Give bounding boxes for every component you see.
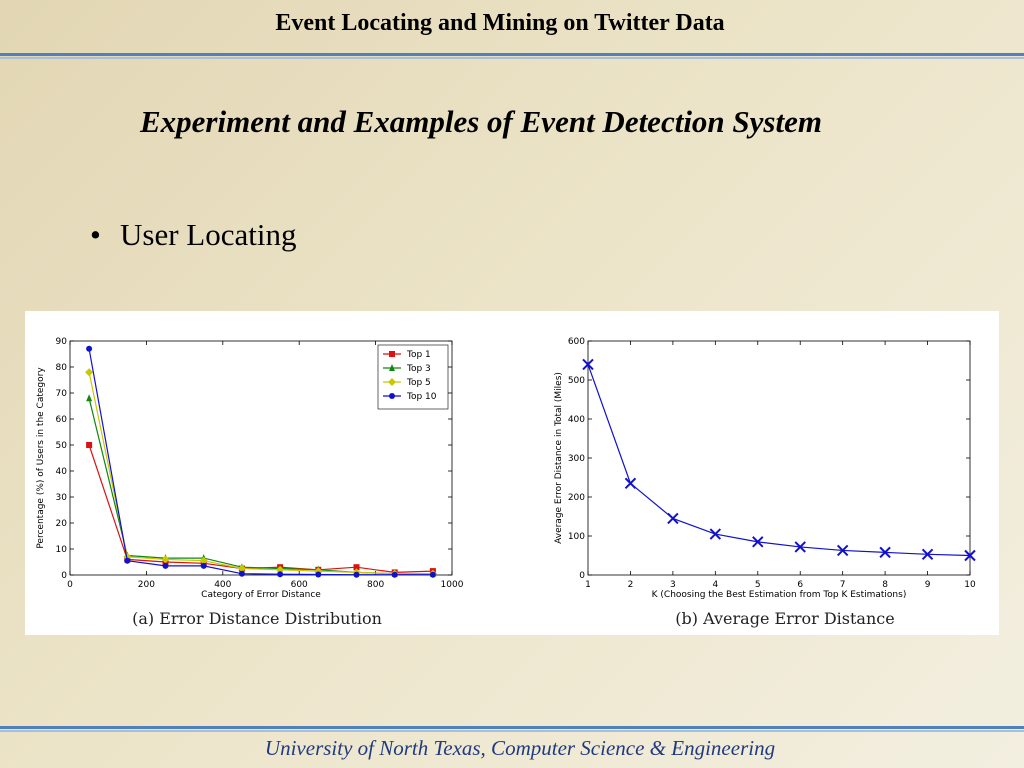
chart-a-ytick-label: 50 (55, 441, 67, 451)
chart-b-xtick-label: 1 (585, 580, 591, 590)
chart-b-ytick-label: 300 (567, 454, 585, 464)
chart-b-xtick-label: 2 (627, 580, 634, 590)
chart-a-ytick-label: 40 (55, 467, 67, 477)
chart-b-point (625, 478, 635, 488)
chart-a-ytick-label: 0 (61, 571, 67, 581)
chart-a-ytick-label: 10 (55, 545, 67, 555)
chart-a-point (354, 572, 360, 578)
footer-rule (0, 726, 1024, 729)
chart-a-legend-label: Top 10 (407, 392, 437, 402)
chart-a-point (239, 571, 245, 577)
chart-a-xtick-label: 1000 (440, 580, 464, 590)
chart-a-ytick-label: 90 (55, 337, 67, 347)
figure-panel (25, 311, 999, 635)
chart-a-point (430, 572, 436, 578)
chart-a-point (315, 571, 321, 577)
header-rule (0, 53, 1024, 56)
chart-b-xtick-label: 10 (964, 580, 976, 590)
chart-a-legend-label: Top 1 (407, 350, 431, 360)
chart-a-xtick-label: 200 (137, 580, 155, 590)
header-rule-light (0, 57, 1024, 59)
chart-a-xlabel: Category of Error Distance (201, 590, 321, 600)
chart-b-xtick-label: 7 (839, 580, 846, 590)
chart-a-point (86, 442, 92, 448)
chart-a-point (201, 563, 207, 569)
chart-b-ytick-label: 0 (579, 571, 585, 581)
chart-b-ytick-label: 400 (567, 415, 585, 425)
chart-a-point (124, 558, 130, 564)
chart-a-point (277, 571, 283, 577)
chart-b-axes (588, 341, 970, 575)
footer-rule-light (0, 730, 1024, 732)
chart-a-point (86, 394, 92, 401)
chart-a-point (163, 563, 169, 569)
chart-a-point (392, 572, 398, 578)
slide-title: Experiment and Examples of Event Detection System (140, 104, 822, 139)
chart-a-xtick-label: 800 (367, 580, 385, 590)
chart-b-xtick-label: 6 (797, 580, 804, 590)
chart-b-caption: (b) Average Error Distance (675, 609, 895, 628)
bullet-dot: • (90, 217, 101, 252)
chart-a-point (86, 346, 92, 352)
chart-a-ytick-label: 80 (55, 363, 67, 373)
chart-a-legend-marker (389, 393, 395, 399)
chart-a-xtick-label: 0 (67, 580, 73, 590)
chart-a-legend-marker (389, 351, 395, 357)
chart-b-point (710, 529, 720, 539)
chart-a-ytick-label: 30 (55, 493, 67, 503)
chart-a-ylabel: Percentage (%) of Users in the Category (36, 367, 46, 549)
chart-b-ytick-label: 600 (567, 337, 585, 347)
chart-b-xtick-label: 3 (670, 580, 676, 590)
chart-a-series-line-1 (89, 398, 433, 574)
chart-a-series-line-0 (89, 445, 433, 572)
footer-text: University of North Texas, Computer Science & Engineering (264, 736, 776, 760)
chart-a-xtick-label: 400 (214, 580, 232, 590)
chart-b-xtick-label: 5 (754, 580, 761, 590)
chart-a-ytick-label: 70 (55, 389, 67, 399)
chart-a-xtick-label: 600 (290, 580, 308, 590)
chart-b-xtick-label: 9 (924, 580, 931, 590)
chart-a-legend-label: Top 3 (407, 364, 431, 374)
chart-a-caption: (a) Error Distance Distribution (132, 609, 382, 628)
bullet-item (90, 217, 296, 253)
chart-a-point (85, 368, 93, 376)
chart-b-ytick-label: 200 (567, 493, 585, 503)
chart-b-xtick-label: 4 (712, 580, 719, 590)
figure-svg (25, 311, 999, 635)
chart-b-xtick-label: 8 (882, 580, 888, 590)
chart-a-ytick-label: 60 (55, 415, 67, 425)
bullet-text: User Locating (120, 217, 297, 252)
chart-b-series-line-0 (588, 364, 970, 555)
chart-b-ytick-label: 500 (567, 376, 585, 386)
chart-a-legend-label: Top 5 (407, 378, 431, 388)
chart-b-point (668, 513, 678, 523)
chart-b-xlabel: K (Choosing the Best Estimation from Top K Estimations) (651, 590, 907, 600)
chart-b-ylabel: Average Error Distance in Total (Miles) (554, 372, 564, 544)
chart-a-ytick-label: 20 (55, 519, 67, 529)
header-title: Event Locating and Mining on Twitter Data (275, 10, 725, 36)
chart-b-ytick-label: 100 (567, 532, 585, 542)
